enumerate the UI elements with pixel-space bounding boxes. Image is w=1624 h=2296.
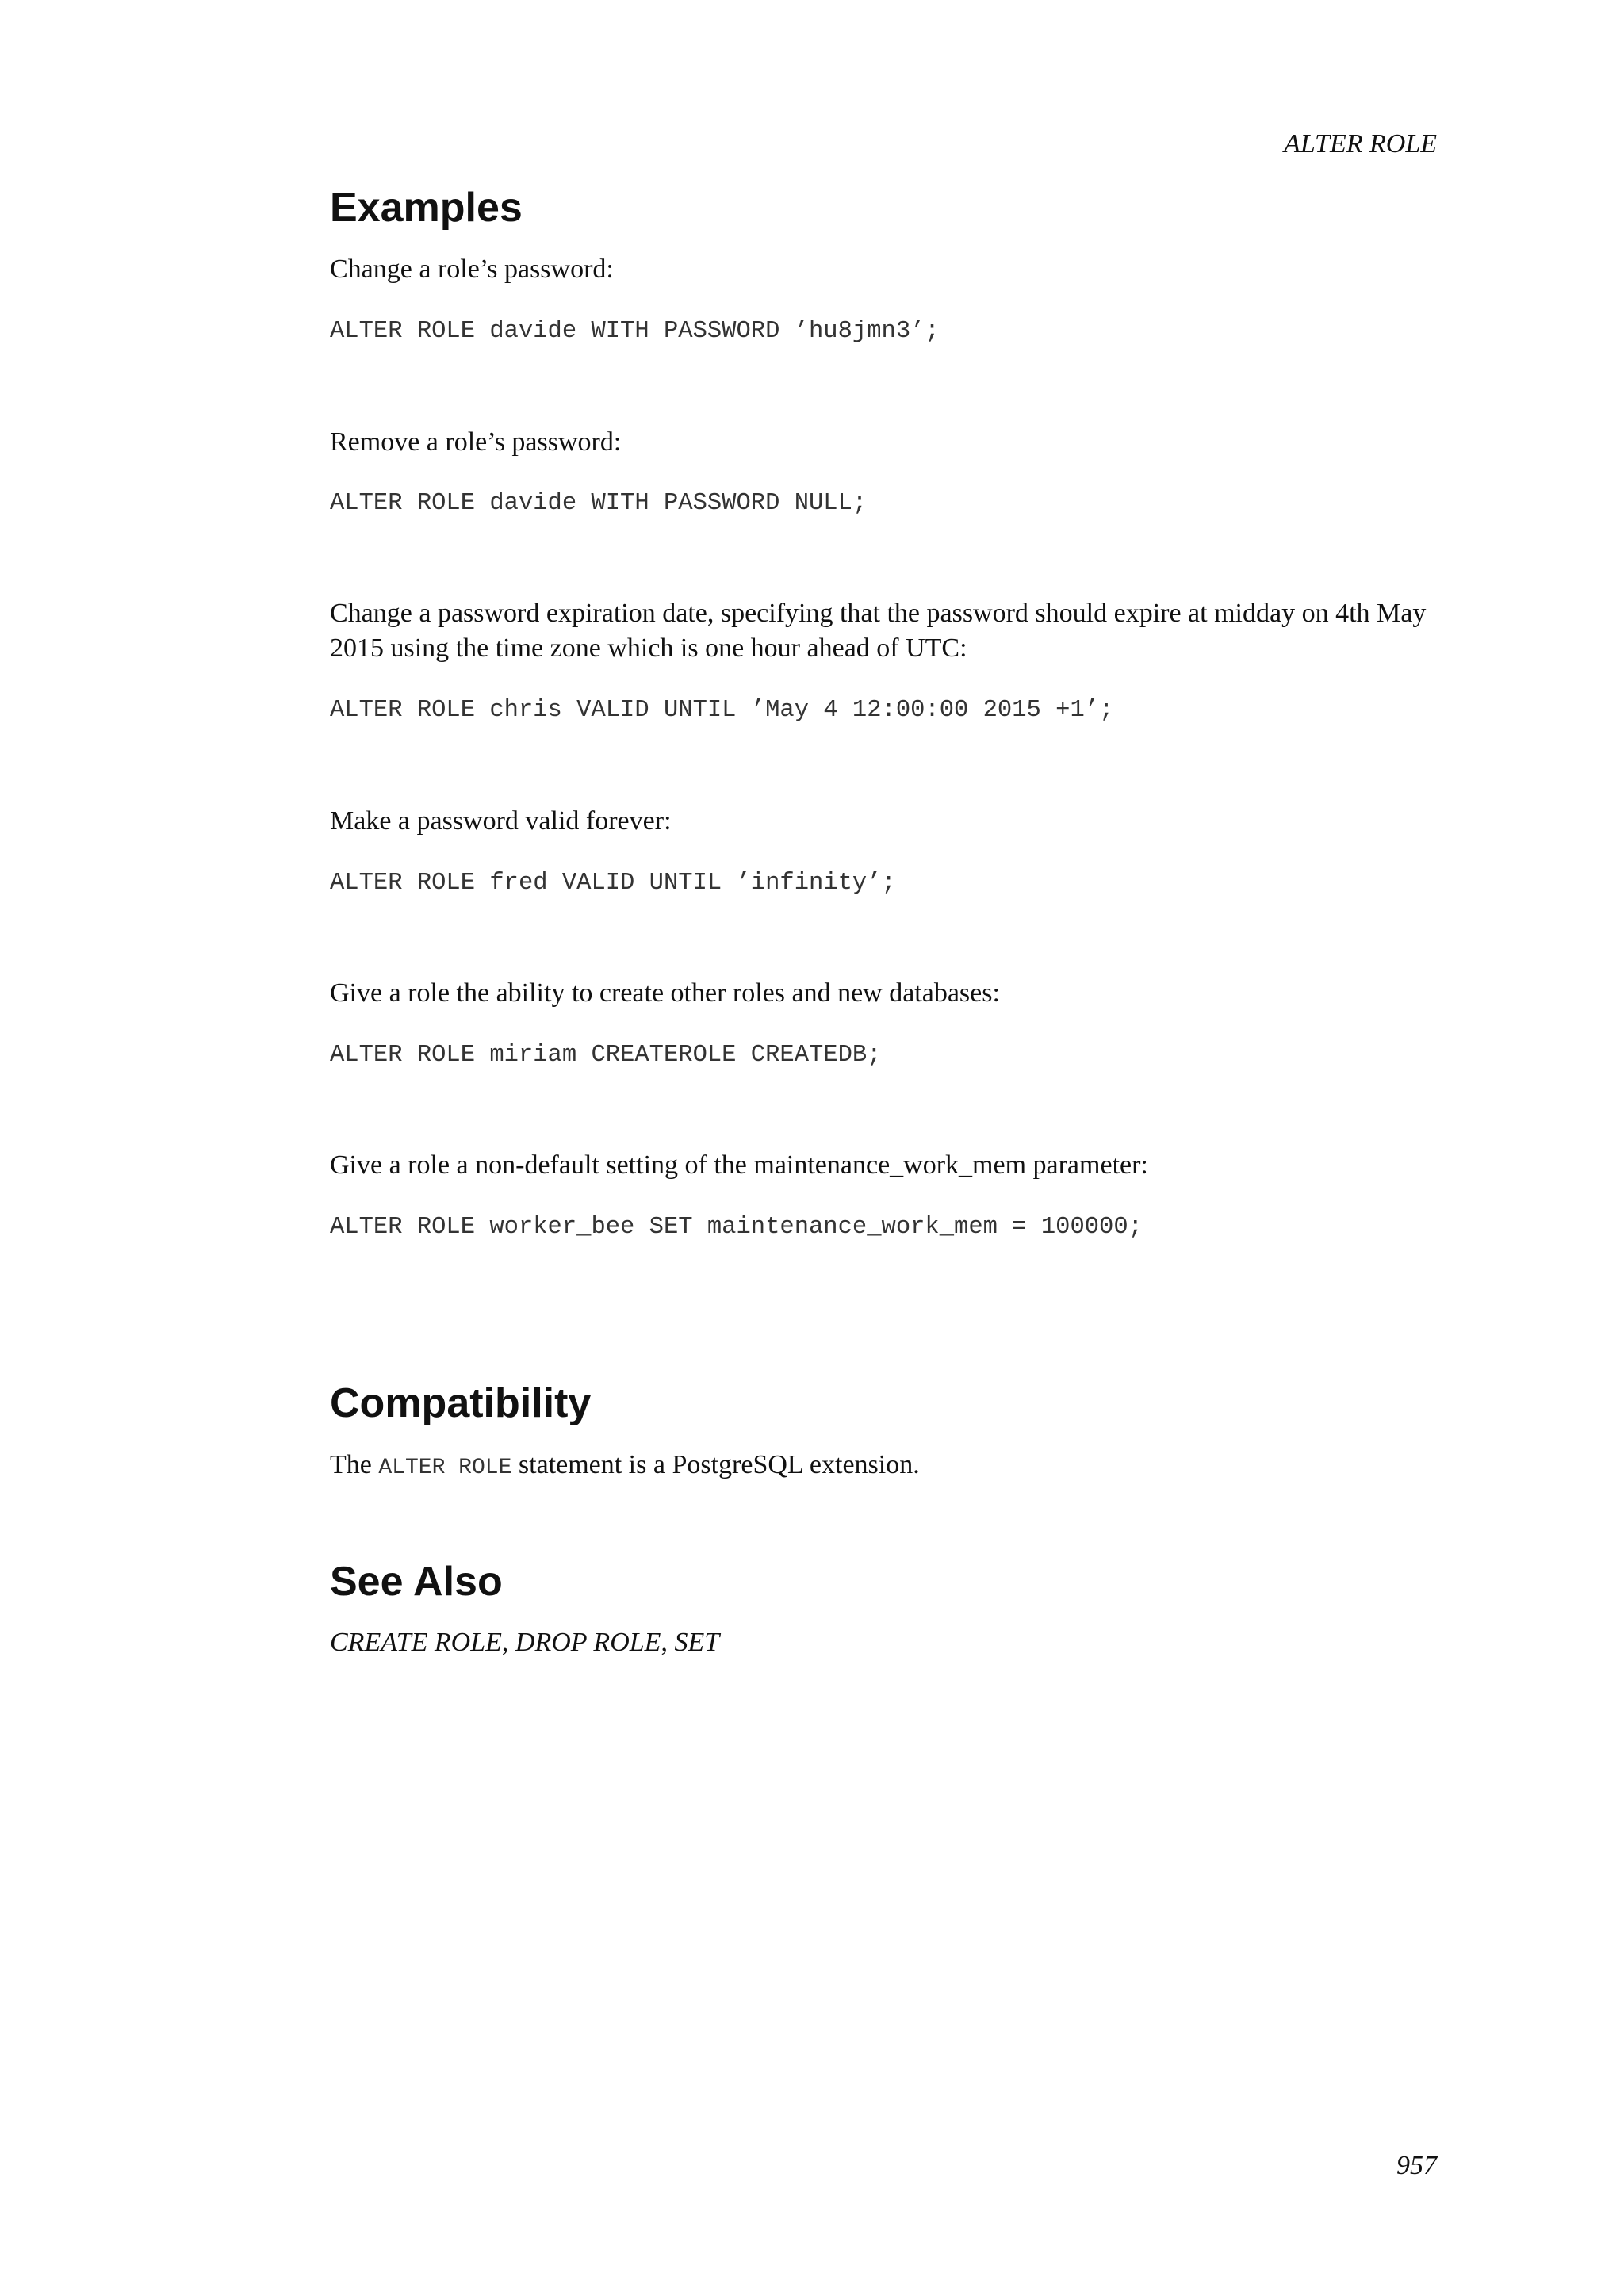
document-page — [330, 0, 1437, 2296]
ref-drop-role[interactable]: DROP ROLE — [515, 1628, 661, 1657]
compatibility-heading: Compatibility — [330, 1380, 592, 1426]
example-1-description: Change a role’s password: — [330, 254, 614, 284]
compatibility-text-before: The — [330, 1450, 379, 1479]
ref-set[interactable]: SET — [674, 1628, 720, 1657]
running-header: ALTER ROLE — [1284, 129, 1437, 159]
example-6-description: Give a role a non-default setting of the maintenance_work_mem parameter: — [330, 1150, 1148, 1180]
example-4-description: Make a password valid forever: — [330, 806, 672, 836]
ref-separator: , — [661, 1628, 675, 1657]
example-3-description-line-1: Change a password expiration date, specifying that the password should expire at midday on 4th May — [330, 599, 1427, 628]
compatibility-inline-code: ALTER ROLE — [378, 1456, 512, 1480]
compatibility-text-after: statement is a PostgreSQL extension. — [511, 1450, 920, 1479]
example-3-description-line-2: 2015 using the time zone which is one hour ahead of UTC: — [330, 633, 967, 663]
see-also-refs — [330, 1625, 1437, 1660]
ref-separator: , — [501, 1628, 515, 1657]
compatibility-text — [330, 1448, 1437, 1486]
see-also-heading: See Also — [330, 1559, 503, 1605]
example-3-code: ALTER ROLE chris VALID UNTIL ’May 4 12:00:00 2015 +1’; — [330, 697, 1114, 724]
example-5-code: ALTER ROLE miriam CREATEROLE CREATEDB; — [330, 1042, 882, 1069]
ref-create-role[interactable]: CREATE ROLE — [330, 1628, 502, 1657]
page-number: 957 — [1396, 2151, 1437, 2180]
example-4-code: ALTER ROLE fred VALID UNTIL ’infinity’; — [330, 870, 896, 897]
example-6-code: ALTER ROLE worker_bee SET maintenance_work_mem = 100000; — [330, 1214, 1143, 1241]
examples-heading: Examples — [330, 185, 523, 231]
example-2-description: Remove a role’s password: — [330, 427, 622, 457]
example-2-code: ALTER ROLE davide WITH PASSWORD NULL; — [330, 490, 868, 517]
example-5-description: Give a role the ability to create other roles and new databases: — [330, 978, 1000, 1008]
example-1-code: ALTER ROLE davide WITH PASSWORD ’hu8jmn3’; — [330, 318, 940, 345]
